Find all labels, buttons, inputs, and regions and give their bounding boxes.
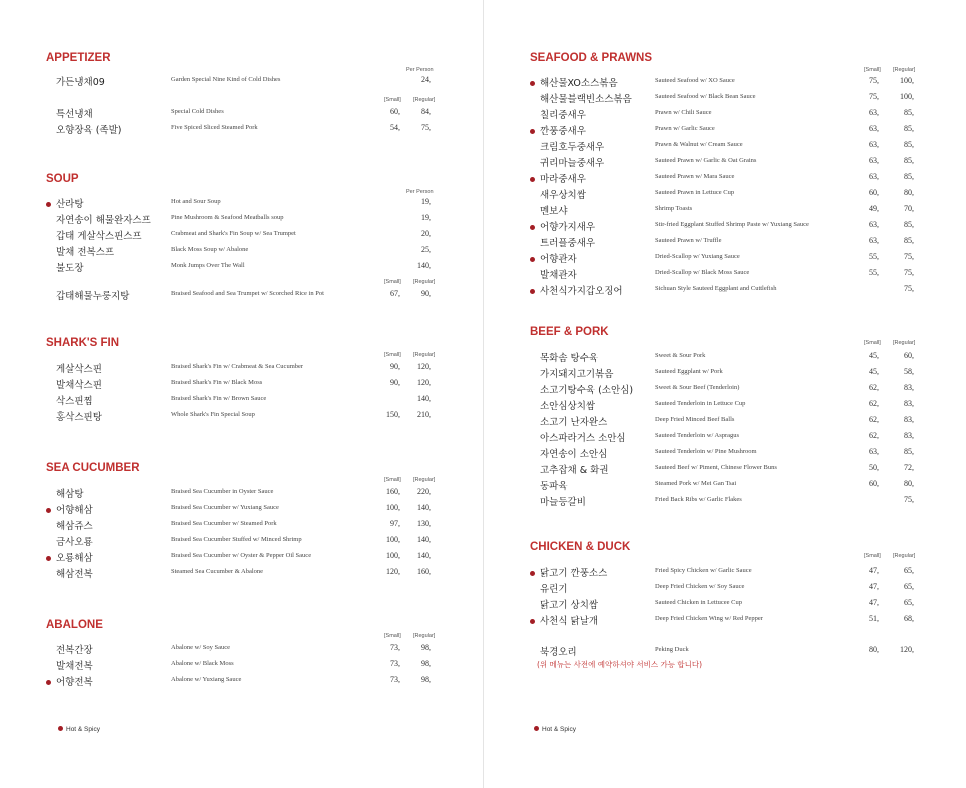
item-korean-name: 발채관자 (540, 270, 577, 281)
col-header-regular: [Regular] (893, 67, 916, 73)
price-small: 73, (390, 659, 400, 668)
price-per-person: 25, (421, 245, 431, 254)
item-english-name: Prawn & Walnut w/ Cream Sauce (655, 141, 743, 148)
item-english-name: Braised Shark's Fin w/ Black Moss (171, 379, 263, 386)
item-korean-name: 마라중새우 (540, 174, 586, 185)
price-small: 55, (869, 268, 879, 277)
item-english-name: Sweet & Sour Pork (655, 352, 706, 359)
item-english-name: Dried-Scallop w/ Black Moss Sauce (655, 269, 750, 276)
item-english-name: Deep Fried Chicken Wing w/ Red Pepper (655, 615, 763, 622)
price-small: 160, (386, 487, 400, 496)
price-small: 75, (869, 76, 879, 85)
menu-item (484, 75, 966, 91)
price-small: 62, (869, 399, 879, 408)
price-small: 100, (386, 503, 400, 512)
price-regular: 85, (904, 172, 914, 181)
item-english-name: Fried Back Ribs w/ Garlic Flakes (655, 496, 742, 503)
hot-spicy-icon (530, 257, 535, 262)
item-english-name: Steamed Sea Cucumber & Abalone (171, 568, 264, 575)
item-english-name: Five Spiced Sliced Steamed Pork (171, 124, 258, 131)
price-per-person: 19, (421, 197, 431, 206)
price-regular: 75, (904, 268, 914, 277)
item-korean-name: 발채삭스핀 (56, 380, 102, 391)
col-header-small: [Small] (864, 553, 881, 559)
item-korean-name: 고추잡채 & 화권 (540, 465, 609, 476)
item-korean-name: 자연송이 소안심 (540, 449, 608, 460)
price-regular: 120, (900, 645, 914, 654)
item-english-name: Sauteed Prawn w/ Truffle (655, 237, 722, 244)
item-korean-name: 해산물XO소스볶음 (540, 78, 618, 89)
item-english-name: Abalone w/ Soy Sauce (171, 644, 231, 651)
hot-spicy-legend (58, 726, 100, 733)
item-korean-name: 어향해삼 (56, 505, 93, 516)
item-korean-name: 어향전복 (56, 677, 93, 688)
item-english-name: Black Moss Soup w/ Abalone (171, 246, 249, 253)
price-small: 67, (390, 289, 400, 298)
price-regular: 120, (417, 378, 431, 387)
section-title-seafood-prawns: SEAFOOD & PRAWNS (530, 52, 653, 64)
price-small: 63, (869, 172, 879, 181)
section-title-appetizer: APPETIZER (46, 52, 111, 64)
price-small: 150, (386, 410, 400, 419)
item-korean-name: 어향가지새우 (540, 222, 596, 233)
hot-spicy-icon (46, 680, 51, 685)
col-header-regular: [Regular] (413, 633, 436, 639)
item-korean-name: 목화솜 탕수육 (540, 353, 599, 364)
menu-item (484, 123, 966, 139)
price-small: 60, (390, 107, 400, 116)
item-english-name: Braised Shark's Fin w/ Brown Sauce (171, 395, 267, 402)
price-per-person: 19, (421, 213, 431, 222)
price-regular: 100, (900, 76, 914, 85)
price-regular: 140, (417, 535, 431, 544)
price-small: 63, (869, 140, 879, 149)
menu-item (484, 107, 966, 123)
price-small: 100, (386, 535, 400, 544)
price-regular: 80, (904, 479, 914, 488)
price-regular: 70, (904, 204, 914, 213)
item-english-name: Deep Fried Chicken w/ Soy Sauce (655, 583, 745, 590)
item-korean-name: 소고기탕수육 (소안심) (540, 385, 634, 396)
item-english-name: Braised Seafood and Sea Trumpet w/ Scorched Rice in Pot (171, 290, 324, 297)
price-small: 50, (869, 463, 879, 472)
item-korean-name: 갑태 게살삭스핀스프 (56, 231, 142, 242)
item-korean-name: 사천식가지갑오징어 (540, 286, 623, 297)
price-regular: 140, (417, 551, 431, 560)
hot-spicy-icon (530, 619, 535, 624)
item-korean-name: 해삼쥬스 (56, 521, 93, 532)
item-korean-name: 멘보샤 (540, 206, 568, 217)
item-korean-name: 홍삭스핀탕 (56, 412, 102, 423)
menu-item (0, 486, 483, 502)
item-korean-name: 자연송이 해물완자스프 (56, 215, 151, 226)
menu-item (484, 155, 966, 171)
price-small: 75, (869, 92, 879, 101)
menu-item (0, 361, 483, 377)
price-small: 55, (869, 252, 879, 261)
menu-item (484, 414, 966, 430)
menu-item (484, 235, 966, 251)
item-korean-name: 유린기 (540, 584, 568, 595)
price-regular: 85, (904, 220, 914, 229)
menu-item (0, 228, 483, 244)
price-regular: 98, (421, 643, 431, 652)
price-regular: 85, (904, 447, 914, 456)
price-regular: 140, (417, 394, 431, 403)
legend-text: Hot & Spicy (542, 726, 576, 733)
item-korean-name: 해삼전복 (56, 569, 93, 580)
price-small: 62, (869, 415, 879, 424)
item-english-name: Sauteed Tenderloin in Lettuce Cup (655, 400, 746, 407)
price-small: 47, (869, 566, 879, 575)
col-header-per-person: Per Person (406, 67, 434, 73)
col-header-small: [Small] (384, 633, 401, 639)
price-regular: 220, (417, 487, 431, 496)
item-korean-name: 오향장육 (족발) (56, 125, 122, 136)
item-english-name: Deep Fried Minced Beef Balls (655, 416, 735, 423)
menu-item (0, 106, 483, 122)
col-header-per-person: Per Person (406, 189, 434, 195)
menu-item (484, 478, 966, 494)
item-english-name: Pine Mushroom & Seafood Meatballs soup (171, 214, 284, 221)
item-korean-name: 크림호두중새우 (540, 142, 605, 153)
menu-item (0, 288, 483, 304)
item-english-name: Hot and Sour Soup (171, 198, 221, 205)
menu-item (0, 377, 483, 393)
menu-item (0, 502, 483, 518)
item-english-name: Crabmeat and Shark's Fin Soup w/ Sea Trumpet (171, 230, 296, 237)
item-english-name: Braised Sea Cucumber Stuffed w/ Minced Shrimp (171, 536, 302, 543)
col-header-regular: [Regular] (893, 553, 916, 559)
price-regular: 83, (904, 431, 914, 440)
item-english-name: Prawn w/ Chili Sauce (655, 109, 712, 116)
item-korean-name: 가든냉채09 (56, 77, 105, 88)
item-korean-name: 닭고기 깐풍소스 (540, 568, 608, 579)
item-english-name: Whole Shark's Fin Special Soup (171, 411, 255, 418)
menu-item (0, 518, 483, 534)
price-regular: 100, (900, 92, 914, 101)
item-english-name: Dried-Scallop w/ Yuxiang Sauce (655, 253, 740, 260)
col-header-small: [Small] (384, 97, 401, 103)
price-regular: 75, (904, 252, 914, 261)
price-regular: 120, (417, 362, 431, 371)
col-header-small: [Small] (384, 352, 401, 358)
price-per-person: 24, (421, 75, 431, 84)
price-regular: 85, (904, 236, 914, 245)
menu-item (0, 658, 483, 674)
item-korean-name: 귀리마늘중새우 (540, 158, 605, 169)
item-korean-name: 금사오룡 (56, 537, 93, 548)
item-korean-name: 가지돼지고기볶음 (540, 369, 614, 380)
price-small: 73, (390, 675, 400, 684)
red-dot-icon (58, 726, 63, 731)
menu-item (0, 74, 483, 90)
price-regular: 72, (904, 463, 914, 472)
price-small: 62, (869, 431, 879, 440)
price-small: 47, (869, 582, 879, 591)
menu-item (484, 187, 966, 203)
item-english-name: Sauteed Seafood w/ Black Bean Sauce (655, 93, 756, 100)
col-header-small: [Small] (384, 279, 401, 285)
price-small: 90, (390, 362, 400, 371)
menu-item (484, 613, 966, 629)
item-english-name: Sauteed Chicken in Lettucee Cup (655, 599, 743, 606)
menu-item (484, 462, 966, 478)
item-korean-name: 트러플중새우 (540, 238, 596, 249)
hot-spicy-icon (530, 177, 535, 182)
price-regular: 83, (904, 383, 914, 392)
menu-item (0, 393, 483, 409)
section-title-soup: SOUP (46, 173, 79, 185)
price-regular: 85, (904, 140, 914, 149)
menu-page-right (484, 0, 966, 788)
item-english-name: Monk Jumps Over The Wall (171, 262, 245, 269)
hot-spicy-icon (46, 556, 51, 561)
item-english-name: Garden Special Nine Kind of Cold Dishes (171, 76, 281, 83)
item-english-name: Steamed Pork w/ Mei Gan Tsai (655, 480, 737, 487)
price-small: 100, (386, 551, 400, 560)
col-header-small: [Small] (864, 340, 881, 346)
price-small: 63, (869, 236, 879, 245)
item-english-name: Braised Sea Cucumber w/ Yuxiang Sauce (171, 504, 279, 511)
section-title-sea-cucumber: SEA CUCUMBER (46, 462, 140, 474)
menu-item (484, 171, 966, 187)
price-regular: 140, (417, 503, 431, 512)
price-small: 60, (869, 188, 879, 197)
item-english-name: Fried Spicy Chicken w/ Garlic Sauce (655, 567, 752, 574)
menu-item (484, 366, 966, 382)
item-english-name: Stir-fried Eggplant Stuffed Shrimp Paste w/ Yuxiang Sauce (655, 221, 809, 228)
price-small: 63, (869, 220, 879, 229)
col-header-small: [Small] (384, 477, 401, 483)
price-small: 90, (390, 378, 400, 387)
price-regular: 65, (904, 582, 914, 591)
price-regular: 65, (904, 598, 914, 607)
item-english-name: Shrimp Toasts (655, 205, 693, 212)
item-english-name: Sichuan Style Sauteed Eggplant and Cuttlefish (655, 285, 777, 292)
item-english-name: Sauteed Eggplant w/ Pork (655, 368, 723, 375)
section-title-chicken-duck: CHICKEN & DUCK (530, 541, 631, 553)
item-korean-name: 소안심상치쌈 (540, 401, 596, 412)
price-regular: 75, (904, 284, 914, 293)
price-regular: 80, (904, 188, 914, 197)
item-english-name: Peking Duck (655, 646, 689, 653)
item-english-name: Sauteed Tenderloin w/ Pine Mushroom (655, 448, 757, 455)
price-small: 63, (869, 156, 879, 165)
item-english-name: Special Cold Dishes (171, 108, 224, 115)
hot-spicy-icon (46, 202, 51, 207)
price-regular: 60, (904, 351, 914, 360)
price-regular: 98, (421, 659, 431, 668)
item-korean-name: 닭고기 상치쌈 (540, 600, 599, 611)
section-title-beef-pork: BEEF & PORK (530, 326, 609, 338)
item-korean-name: 새우상치쌈 (540, 190, 586, 201)
item-english-name: Sauteed Beef w/ Piment, Chinese Flower Buns (655, 464, 777, 471)
price-small: 54, (390, 123, 400, 132)
menu-item (0, 674, 483, 690)
price-regular: 84, (421, 107, 431, 116)
price-regular: 65, (904, 566, 914, 575)
menu-item (484, 283, 966, 299)
item-korean-name: 불도장 (56, 263, 84, 274)
item-korean-name: 소고기 난자완스 (540, 417, 608, 428)
menu-item (484, 139, 966, 155)
price-regular: 75, (904, 495, 914, 504)
price-small: 63, (869, 124, 879, 133)
item-english-name: Sweet & Sour Beef (Tenderloin) (655, 384, 740, 391)
item-korean-name: 삭스핀찜 (56, 396, 93, 407)
item-korean-name: 해삼탕 (56, 489, 84, 500)
menu-item (484, 251, 966, 267)
price-small: 80, (869, 645, 879, 654)
menu-item (0, 212, 483, 228)
item-korean-name: 산라탕 (56, 199, 84, 210)
menu-item (0, 260, 483, 276)
price-regular: 98, (421, 675, 431, 684)
item-english-name: Braised Shark's Fin w/ Crabmeat & Sea Cucumber (171, 363, 304, 370)
item-english-name: Abalone w/ Black Moss (171, 660, 234, 667)
item-korean-name: 갑태해물누룽지탕 (56, 291, 130, 302)
item-english-name: Sauteed Tenderloin w/ Aspragus (655, 432, 740, 439)
menu-item (484, 398, 966, 414)
price-regular: 85, (904, 156, 914, 165)
menu-item (484, 430, 966, 446)
item-english-name: Abalone w/ Yuxiang Sauce (171, 676, 242, 683)
menu-item (484, 91, 966, 107)
col-header-small: [Small] (864, 67, 881, 73)
item-korean-name: 전복간장 (56, 645, 93, 656)
section-title-abalone: ABALONE (46, 619, 103, 631)
item-korean-name: 오룡해삼 (56, 553, 93, 564)
col-header-regular: [Regular] (413, 352, 436, 358)
menu-item (0, 196, 483, 212)
menu-item (0, 534, 483, 550)
hot-spicy-icon (46, 508, 51, 513)
hot-spicy-icon (530, 81, 535, 86)
menu-item (0, 642, 483, 658)
hot-spicy-icon (530, 571, 535, 576)
price-regular: 85, (904, 124, 914, 133)
menu-item (0, 244, 483, 260)
menu-item (484, 219, 966, 235)
item-korean-name: 아스파라거스 소안심 (540, 433, 626, 444)
hot-spicy-icon (530, 129, 535, 134)
menu-item (0, 566, 483, 582)
item-english-name: Prawn w/ Garlic Sauce (655, 125, 715, 132)
menu-item (484, 350, 966, 366)
price-regular: 58, (904, 367, 914, 376)
hot-spicy-icon (530, 225, 535, 230)
red-dot-icon (534, 726, 539, 731)
menu-item (484, 565, 966, 581)
menu-item (0, 409, 483, 425)
item-korean-name: 발채전복 (56, 661, 93, 672)
price-regular: 83, (904, 399, 914, 408)
menu-item (0, 550, 483, 566)
item-korean-name: 동파육 (540, 481, 568, 492)
price-regular: 160, (417, 567, 431, 576)
price-small: 49, (869, 204, 879, 213)
price-regular: 85, (904, 108, 914, 117)
item-korean-name: 사천식 닭날개 (540, 616, 599, 627)
menu-item (484, 382, 966, 398)
menu-item (0, 122, 483, 138)
price-regular: 75, (421, 123, 431, 132)
item-english-name: Sauteed Prawn in Lettuce Cup (655, 189, 735, 196)
item-korean-name: 발채 전복스프 (56, 247, 115, 258)
menu-item (484, 446, 966, 462)
price-regular: 90, (421, 289, 431, 298)
menu-item (484, 644, 966, 660)
price-small: 47, (869, 598, 879, 607)
price-regular: 210, (417, 410, 431, 419)
price-small: 51, (869, 614, 879, 623)
price-small: 60, (869, 479, 879, 488)
item-korean-name: 게살삭스핀 (56, 364, 102, 375)
col-header-regular: [Regular] (413, 279, 436, 285)
price-regular: 130, (417, 519, 431, 528)
price-small: 120, (386, 567, 400, 576)
price-small: 73, (390, 643, 400, 652)
menu-item (484, 581, 966, 597)
menu-item (484, 597, 966, 613)
menu-item (484, 267, 966, 283)
col-header-regular: [Regular] (893, 340, 916, 346)
item-english-name: Braised Sea Cucumber w/ Oyster & Pepper Oil Sauce (171, 552, 312, 559)
price-small: 63, (869, 108, 879, 117)
section-title-sharks-fin: SHARK'S FIN (46, 337, 120, 349)
price-regular: 68, (904, 614, 914, 623)
price-regular: 83, (904, 415, 914, 424)
hot-spicy-icon (530, 289, 535, 294)
item-english-name: Braised Sea Cucumber w/ Steamed Pork (171, 520, 277, 527)
price-small: 97, (390, 519, 400, 528)
item-korean-name: 마늘등갈비 (540, 497, 586, 508)
item-english-name: Braised Sea Cucumber in Oyster Sauce (171, 488, 274, 495)
price-small: 45, (869, 351, 879, 360)
price-small: 63, (869, 447, 879, 456)
item-korean-name: 특선냉채 (56, 109, 93, 120)
item-korean-name: 깐풍중새우 (540, 126, 586, 137)
item-english-name: Sauteed Prawn w/ Garlic & Oat Grains (655, 157, 757, 164)
price-per-person: 140, (417, 261, 431, 270)
menu-item (484, 203, 966, 219)
menu-item (484, 494, 966, 510)
item-korean-name: 해산물블랙빈소스볶음 (540, 94, 632, 105)
col-header-regular: [Regular] (413, 477, 436, 483)
item-korean-name: 칠리중새우 (540, 110, 586, 121)
item-korean-name: 어향관자 (540, 254, 577, 265)
item-english-name: Sauteed Seafood w/ XO Sauce (655, 77, 735, 84)
col-header-regular: [Regular] (413, 97, 436, 103)
price-small: 62, (869, 383, 879, 392)
item-korean-name: 북경오리 (540, 647, 577, 658)
reservation-note: (위 메뉴는 사전에 예약하셔야 서비스 가능 합니다) (537, 660, 703, 669)
price-small: 45, (869, 367, 879, 376)
price-per-person: 20, (421, 229, 431, 238)
legend-text: Hot & Spicy (66, 726, 100, 733)
hot-spicy-legend (534, 726, 576, 733)
item-english-name: Sauteed Prawn w/ Mara Sauce (655, 173, 735, 180)
